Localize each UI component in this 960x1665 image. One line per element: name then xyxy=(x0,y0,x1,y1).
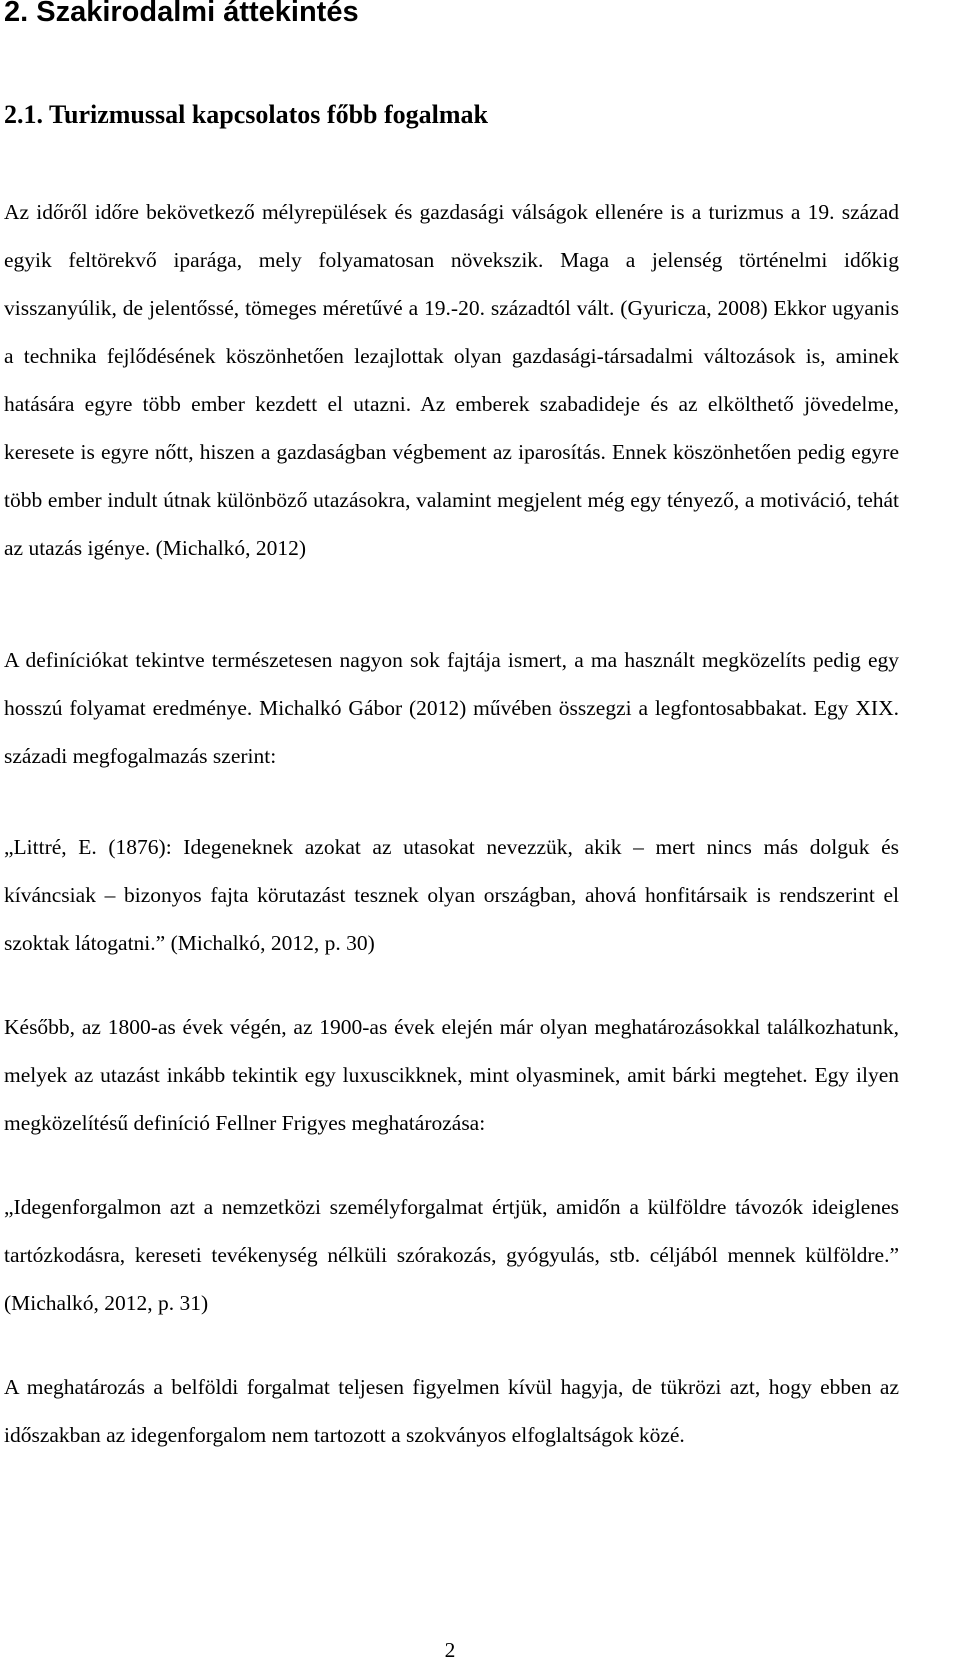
paragraph-littre-quote: „Littré, E. (1876): Idegeneknek azokat az utasokat nevezzük, akik – mert nincs más dolguk és kíváncsiak – bizonyos fajta körutazást tesznek olyan országban, ahová honfitársaik is rendszerint el szoktak látogatni.” (Michalkó, 2012, p. 30) xyxy=(4,835,899,955)
paragraph-tourism-history: Az időről időre bekövetkező mélyrepülések és gazdasági válságok ellenére is a turizmus a 19. század egyik feltörekvő iparága, mely folyamatosan növekszik. Maga a jelenség történelmi időkig visszanyúlik, de jelentőssé, tömeges méretűvé a 19.-20. századtól vált. (Gyuricza, 2008) Ekkor ugyanis a technika fejlődésének köszönhetően lezajlottak olyan gazdasági-társadalmi változások is, aminek hatására egyre több ember kezdett el utazni. Az emberek szabadideje és az elkölthető jövedelme, keresete is egyre nőtt, hiszen a gazdaságban végbement az iparosítás. Ennek köszönhetően pedig egyre több ember indult útnak különböző utazásokra, valamint megjelent még egy tényező, a motiváció, tehát az utazás igénye. (Michalkó, 2012) xyxy=(4,200,899,560)
paragraph-later-definitions: Később, az 1800-as évek végén, az 1900-as évek elején már olyan meghatározásokkal találkozhatunk, melyek az utazást inkább tekintik egy luxuscikknek, mint olyasminek, amit bárki megtehet. Egy ilyen megközelítésű definíció Fellner Frigyes meghatározása: xyxy=(4,1015,899,1135)
paragraph-definitions-intro: A definíciókat tekintve természetesen nagyon sok fajtája ismert, a ma használt megközelíts pedig egy hosszú folyamat eredménye. Michalkó Gábor (2012) művében összegzi a legfontosabbakat. Egy XIX. századi megfogalmazás szerint: xyxy=(4,648,899,768)
page-number: 2 xyxy=(444,1638,456,1662)
paragraph-fellner-quote: „Idegenforgalmon azt a nemzetközi személyforgalmat értjük, amidőn a külföldre távozók ideiglenes tartózkodásra, kereseti tevékenység nélküli szórakozás, gyógyulás, stb. céljából mennek külföldre.” (Michalkó, 2012, p. 31) xyxy=(4,1195,899,1315)
chapter-heading: 2. Szakirodalmi áttekintés xyxy=(4,0,359,28)
paragraph-conclusion: A meghatározás a belföldi forgalmat teljesen figyelmen kívül hagyja, de tükrözi azt, hogy ebben az időszakban az idegenforgalom nem tartozott a szokványos elfoglaltságok közé. xyxy=(4,1375,899,1447)
section-heading: 2.1. Turizmussal kapcsolatos főbb fogalmak xyxy=(4,100,488,129)
